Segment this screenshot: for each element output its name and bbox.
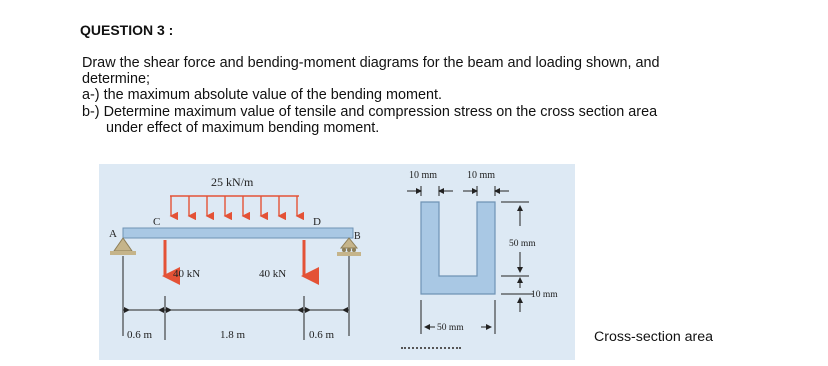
distributed-load-arrows: [171, 196, 297, 216]
cs-width-dim-label: 50 mm: [437, 323, 464, 333]
cs-top-left-dim: 10 mm: [409, 170, 438, 181]
question-line-b: b-) Determine maximum value of tensile and compression stress on the cross section area: [82, 103, 658, 120]
left-pin-support: [110, 238, 136, 255]
question-line-a: a-) the maximum absolute value of the bending moment.: [82, 87, 442, 104]
cs-height-dim-label: 50 mm: [509, 239, 536, 249]
figure-panel: [99, 164, 575, 360]
question-line-b-cont: under effect of maximum bending moment.: [106, 119, 380, 136]
dim-1-8m: 1.8 m: [220, 329, 246, 341]
cs-top-dim-ticks: [407, 186, 509, 196]
label-A: A: [109, 228, 117, 240]
cross-section-caption: Cross-section area: [594, 329, 714, 345]
label-D: D: [313, 216, 321, 228]
question-line-2: determine;: [82, 71, 150, 88]
u-cross-section: [421, 202, 495, 294]
cs-thickness-dim: [501, 278, 533, 312]
dimension-lines: [123, 256, 349, 340]
cs-top-right-dim: 10 mm: [467, 170, 496, 181]
figure-svg: [99, 164, 575, 360]
distributed-load-label: 25 kN/m: [211, 175, 254, 189]
question-title: QUESTION 3 :: [80, 22, 174, 38]
question-text: [82, 55, 772, 136]
point-load-right-label: 40 kN: [259, 268, 287, 280]
dotted-separator: [401, 347, 461, 349]
point-load-left-label: 40 kN: [173, 268, 201, 280]
label-B: B: [354, 231, 361, 242]
beam-diagram: [109, 175, 361, 341]
label-C: C: [153, 216, 161, 228]
cross-section-diagram: [407, 170, 558, 334]
question-line-1: Draw the shear force and bending-moment diagrams for the beam and loading shown, and: [82, 55, 660, 71]
dim-0-6m-right: 0.6 m: [309, 329, 335, 341]
beam-body: [123, 228, 353, 238]
cs-thickness-dim-label: 10 mm: [531, 290, 558, 300]
dim-0-6m-left: 0.6 m: [127, 329, 153, 341]
